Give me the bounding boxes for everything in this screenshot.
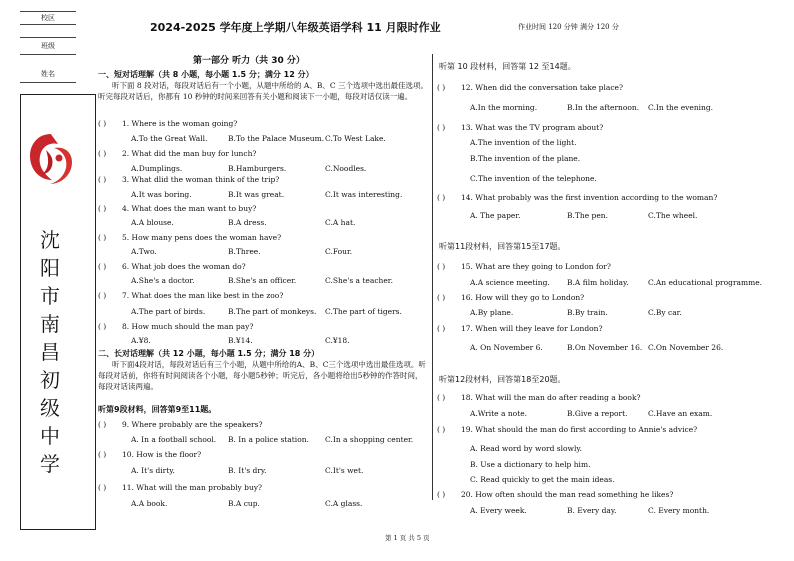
option-a[interactable]: A.Dumplings. — [131, 164, 183, 173]
question-15[interactable] — [437, 262, 611, 271]
question-14[interactable] — [437, 193, 717, 202]
exam-meta: 作业时间 120 分钟 满分 120 分 — [518, 23, 619, 31]
school-char-3: 市 — [40, 284, 60, 308]
option-c[interactable]: C.A hat. — [325, 218, 356, 227]
answer-blank: ( ) — [98, 450, 107, 459]
question-6[interactable] — [98, 262, 246, 271]
listen-11-label: 听第11段材料，回答第15至17题。 — [439, 242, 566, 251]
option-a[interactable]: A.A book. — [131, 499, 168, 508]
option-b[interactable]: B.Three. — [228, 247, 261, 256]
option-c[interactable]: C.¥18. — [325, 336, 350, 345]
option-b[interactable]: B.By train. — [567, 308, 608, 317]
option-b[interactable]: B.She's an officer. — [228, 276, 297, 285]
question-text: 16. How will they go to London? — [461, 293, 585, 302]
question-19[interactable] — [437, 425, 697, 434]
option-c[interactable]: C.It was interesting. — [325, 190, 403, 199]
question-text: 2. What did the man buy for lunch? — [122, 149, 257, 158]
option-a[interactable]: A.She's a doctor. — [131, 276, 195, 285]
section-1-title: 一、短对话理解（共 8 小题，每小题 1.5 分；满分 12 分） — [98, 70, 314, 79]
school-char-9: 学 — [40, 452, 60, 476]
class-name-label: 班级 — [41, 42, 55, 50]
question-text: 20. How often should the man read something he likes? — [461, 490, 674, 499]
question-text: 17. When will they leave for London? — [461, 324, 603, 333]
answer-blank: ( ) — [98, 204, 107, 213]
option-a[interactable]: A. Every week. — [470, 506, 527, 515]
option-b[interactable]: B.¥14. — [228, 336, 253, 345]
option-c[interactable]: C.On November 26. — [648, 343, 724, 352]
option-a[interactable]: A.¥8. — [131, 336, 151, 345]
question-9[interactable] — [98, 420, 262, 429]
option-c[interactable]: C.She's a teacher. — [325, 276, 393, 285]
option-c[interactable]: C.An educational programme. — [648, 278, 763, 287]
option-c[interactable]: C. Read quickly to get the main ideas. — [470, 475, 615, 484]
option-a[interactable]: A. It's dirty. — [131, 466, 175, 475]
option-a[interactable]: A. The paper. — [470, 211, 521, 220]
option-c[interactable]: C.The invention of the telephone. — [470, 174, 597, 183]
question-text: 18. What will the man do after reading a book? — [461, 393, 641, 402]
answer-blank: ( ) — [437, 490, 446, 499]
option-b[interactable]: B.In the afternoon. — [567, 103, 640, 112]
option-c[interactable]: C.The wheel. — [648, 211, 698, 220]
option-a[interactable]: A.It was boring. — [131, 190, 192, 199]
question-text: 9. Where probably are the speakers? — [122, 420, 263, 429]
answer-blank: ( ) — [98, 322, 107, 331]
question-1[interactable] — [98, 119, 237, 128]
listen-12-label: 听第12段材料，回答第18至20题。 — [439, 375, 566, 384]
info-line — [20, 24, 76, 25]
option-a[interactable]: A.A science meeting. — [470, 278, 550, 287]
question-text: 10. How is the floor? — [122, 450, 202, 459]
answer-blank: ( ) — [98, 233, 107, 242]
question-5[interactable] — [98, 233, 281, 242]
option-b[interactable]: B.The invention of the plane. — [470, 154, 581, 163]
answer-blank: ( ) — [437, 262, 446, 271]
question-10[interactable] — [98, 450, 201, 459]
option-a[interactable]: A.In the morning. — [470, 103, 538, 112]
option-b[interactable]: B. It's dry. — [228, 466, 267, 475]
option-a[interactable]: A. On November 6. — [470, 343, 543, 352]
question-20[interactable] — [437, 490, 673, 499]
section-1-instructions: 听下面 8 段对话，每段对话后有一个小题，从题中所给的 A、B、C 三个选项中选出最佳选项。听完每段对话后，你都有 10 秒钟的时间来回答有关小题和阅读下一小题，每段对话仅读一遍。 — [98, 81, 428, 101]
class-district-label: 校区 — [41, 14, 55, 22]
school-char-8: 中 — [40, 424, 60, 448]
option-c[interactable]: C.The part of tigers. — [325, 307, 402, 316]
class-district-field[interactable] — [20, 37, 76, 38]
question-7[interactable] — [98, 291, 283, 300]
question-13[interactable] — [437, 123, 603, 132]
section-2-instructions: 听下面4段对话，每段对话后有三个小题，从题中所给的A、B、C三个选项中选出最佳选项。听每段对话前，你将有时间阅读各个小题，每小题5秒钟；听完后，各小题将给出5秒钟的作答时间，每段对话读两遍。 — [98, 360, 426, 391]
question-text: 11. What will the man probably buy? — [122, 483, 263, 492]
option-b[interactable]: B.The pen. — [567, 211, 609, 220]
question-text: 3. What dlid the woman think of the trip? — [122, 175, 280, 184]
option-a[interactable]: A. In a football school. — [131, 435, 217, 444]
option-a[interactable]: A.A blouse. — [131, 218, 174, 227]
question-text: 6. What job does the woman do? — [122, 262, 246, 271]
question-text: 5. How many pens does the woman have? — [122, 233, 282, 242]
answer-blank: ( ) — [437, 393, 446, 402]
option-b[interactable]: B. Use a dictionary to help him. — [470, 460, 591, 469]
option-b[interactable]: B.On November 16. — [567, 343, 643, 352]
part-title: 第一部分 听力（共 30 分） — [193, 56, 305, 66]
option-c[interactable]: C.By car. — [648, 308, 682, 317]
answer-blank: ( ) — [98, 119, 107, 128]
school-char-4: 南 — [40, 312, 60, 336]
question-12[interactable] — [437, 83, 623, 92]
school-char-5: 昌 — [40, 340, 60, 364]
question-text: 15. What are they going to London for? — [461, 262, 611, 271]
option-a[interactable]: A.The part of birds. — [131, 307, 206, 316]
option-c[interactable]: C.To West Lake. — [325, 134, 386, 143]
question-text: 4. What does the man want to buy? — [122, 204, 257, 213]
option-c[interactable]: C.In the evening. — [648, 103, 714, 112]
option-b[interactable]: B.A cup. — [228, 499, 260, 508]
answer-blank: ( ) — [437, 83, 446, 92]
option-c[interactable]: C.In a shopping center. — [325, 435, 414, 444]
class-name-field[interactable] — [20, 54, 76, 55]
question-2[interactable] — [98, 149, 256, 158]
option-b[interactable]: B.A film holiday. — [567, 278, 629, 287]
option-c[interactable]: C. Every month. — [648, 506, 710, 515]
option-c[interactable]: C.A glass. — [325, 499, 363, 508]
question-4[interactable] — [98, 204, 256, 213]
answer-blank: ( ) — [98, 262, 107, 271]
school-char-1: 沈 — [40, 228, 60, 252]
question-text: 19. What should the man do first according to Annie's advice? — [461, 425, 698, 434]
option-b[interactable]: B.Hamburgers. — [228, 164, 287, 173]
school-char-2: 阳 — [40, 256, 60, 280]
answer-blank: ( ) — [98, 149, 107, 158]
answer-blank: ( ) — [437, 425, 446, 434]
option-b[interactable]: B.Give a report. — [567, 409, 628, 418]
name-field[interactable] — [20, 82, 76, 83]
answer-blank: ( ) — [98, 291, 107, 300]
question-text: 12. When did the conversation take place? — [461, 83, 624, 92]
school-char-7: 级 — [40, 396, 60, 420]
answer-blank: ( ) — [437, 293, 446, 302]
question-text: 13. What was the TV program about? — [461, 123, 604, 132]
option-b[interactable]: B.The part of monkeys. — [228, 307, 317, 316]
option-c[interactable]: C.It's wet. — [325, 466, 364, 475]
school-logo-icon — [24, 128, 78, 188]
school-char-6: 初 — [40, 368, 60, 392]
question-11[interactable] — [98, 483, 262, 492]
answer-blank: ( ) — [98, 483, 107, 492]
option-a[interactable]: A. Read word by word slowly. — [470, 444, 582, 453]
page-number: 第 1 页 共 5 页 — [385, 534, 430, 542]
name-label: 姓名 — [41, 70, 55, 78]
question-18[interactable] — [437, 393, 641, 402]
info-top-line — [20, 11, 76, 12]
option-b[interactable]: B.It was great. — [228, 190, 285, 199]
option-c[interactable]: C.Have an exam. — [648, 409, 713, 418]
option-b[interactable]: B. In a police station. — [228, 435, 309, 444]
option-b[interactable]: B.A dress. — [228, 218, 267, 227]
answer-blank: ( ) — [98, 175, 107, 184]
listen-10-label: 听第 10 段材料，回答第 12 至14题。 — [439, 62, 576, 71]
listen-9-label: 听第9段材料，回答第9至11题。 — [98, 405, 217, 414]
answer-blank: ( ) — [437, 193, 446, 202]
question-text: 8. How much should the man pay? — [122, 322, 254, 331]
question-16[interactable] — [437, 293, 584, 302]
option-a[interactable]: A.To the Great Wall. — [131, 134, 208, 143]
question-3[interactable] — [98, 175, 279, 184]
question-text: 7. What does the man like best in the zoo? — [122, 291, 284, 300]
option-b[interactable]: B. Every day. — [567, 506, 617, 515]
option-a[interactable]: A.The invention of the light. — [470, 138, 577, 147]
question-17[interactable] — [437, 324, 603, 333]
answer-blank: ( ) — [437, 123, 446, 132]
option-b[interactable]: B.To the Palace Museum. — [228, 134, 325, 143]
option-c[interactable]: C.Four. — [325, 247, 353, 256]
section-2-title: 二、长对话理解（共 12 小题，每小题 1.5 分；满分 18 分） — [98, 349, 320, 358]
question-text: 14. What probably was the first invention according to the woman? — [461, 193, 718, 202]
option-c[interactable]: C.Noodles. — [325, 164, 367, 173]
question-text: 1. Where is the woman going? — [122, 119, 238, 128]
option-a[interactable]: A.Two. — [131, 247, 157, 256]
option-a[interactable]: A.Write a note. — [470, 409, 528, 418]
question-8[interactable] — [98, 322, 253, 331]
column-divider — [432, 54, 433, 500]
page-title: 2024-2025 学年度上学期八年级英语学科 11 月限时作业 — [150, 21, 441, 34]
answer-blank: ( ) — [437, 324, 446, 333]
answer-blank: ( ) — [98, 420, 107, 429]
option-a[interactable]: A.By plane. — [470, 308, 514, 317]
